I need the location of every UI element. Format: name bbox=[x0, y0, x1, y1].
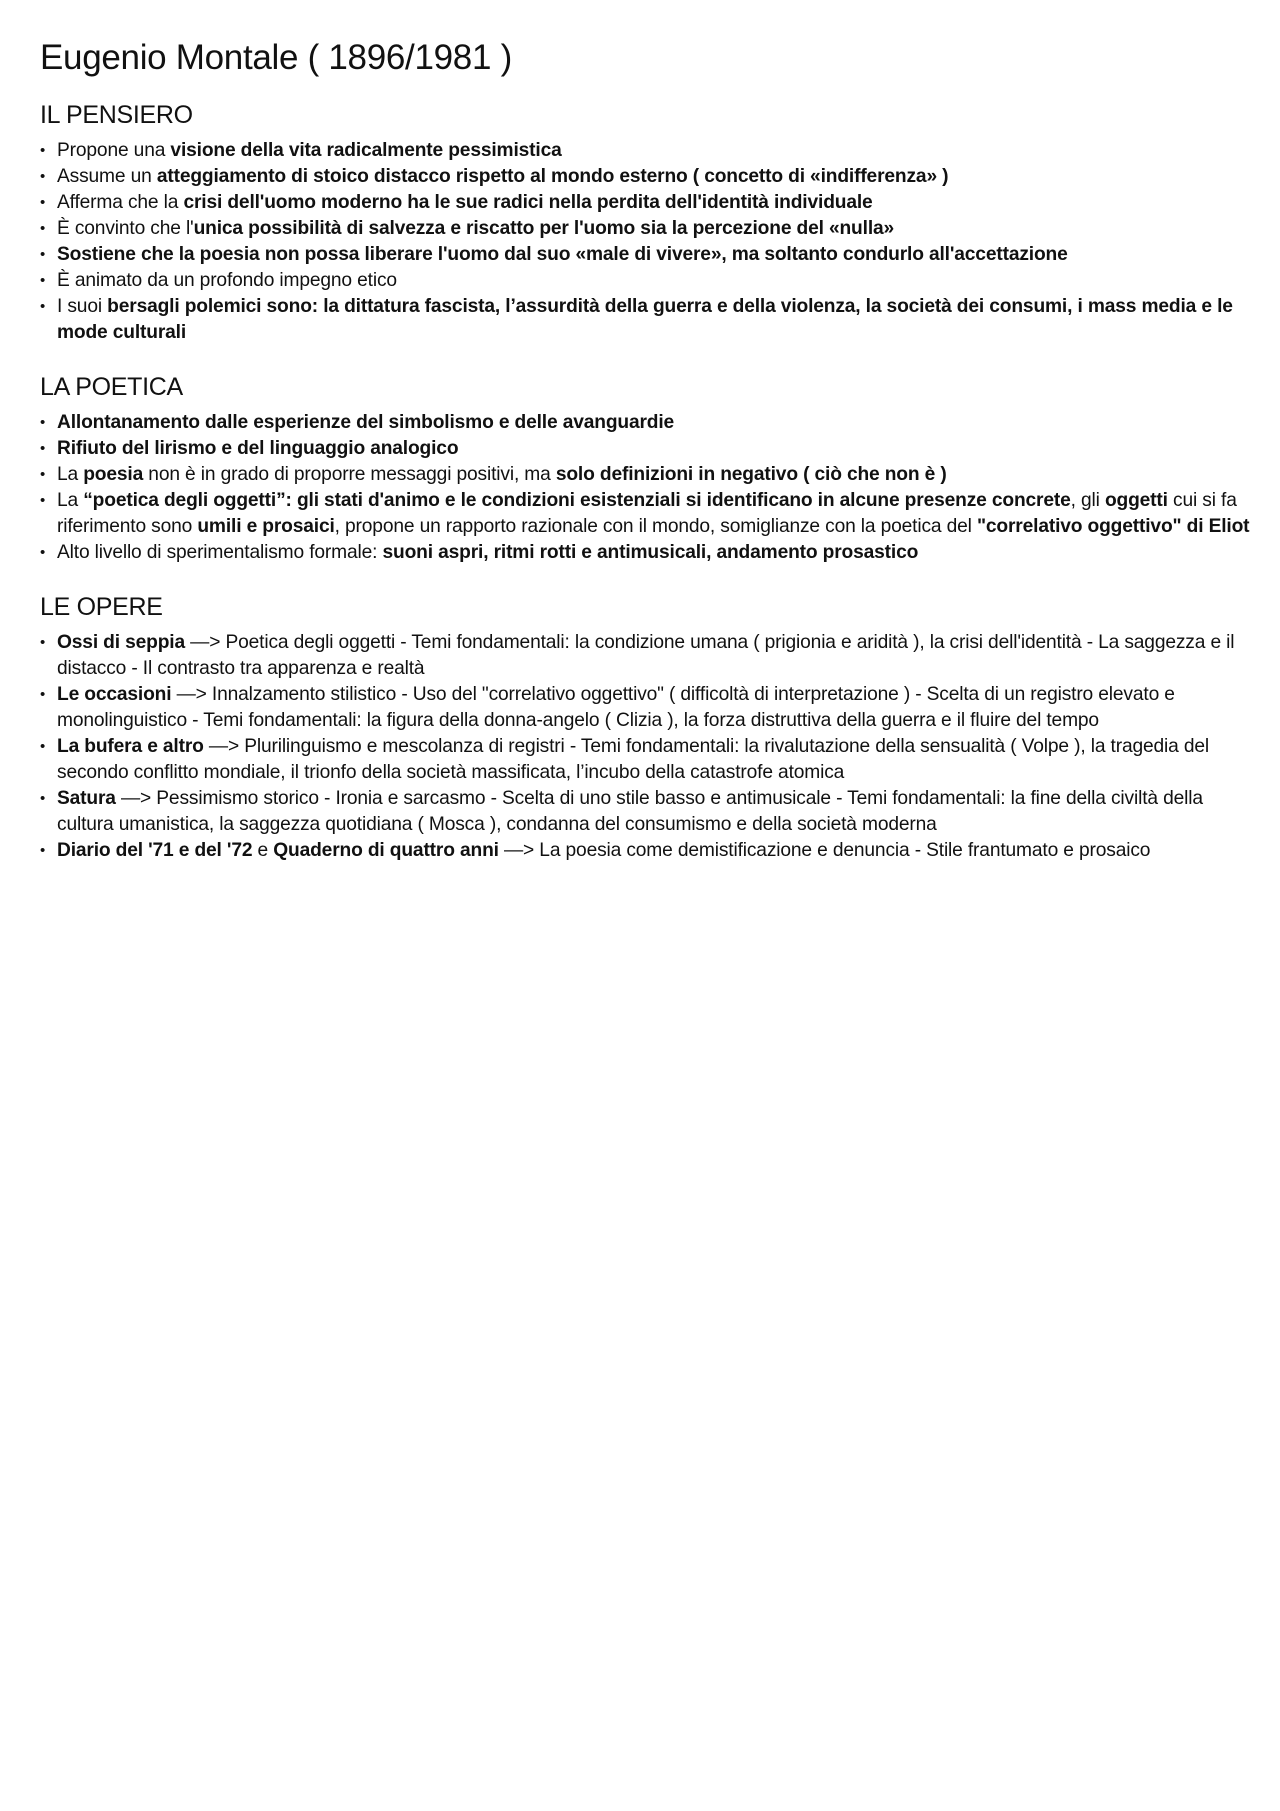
bold-text: Diario del '71 e del '72 bbox=[57, 840, 253, 862]
section-la-poetica bbox=[40, 372, 1250, 566]
bold-text: “poetica degli oggetti”: gli stati d'animo e le condizioni esistenziali si identificano in alcune presenze concrete bbox=[83, 490, 1071, 512]
bullet-icon: • bbox=[40, 790, 46, 808]
bullet-icon: • bbox=[40, 220, 46, 238]
bullet-icon: • bbox=[40, 246, 46, 264]
bold-text: Rifiuto del lirismo e del linguaggio analogico bbox=[57, 438, 459, 460]
bullet-icon: • bbox=[40, 142, 46, 160]
text: e bbox=[252, 840, 274, 862]
list-item bbox=[40, 410, 1250, 436]
bold-text: visione della vita radicalmente pessimistica bbox=[170, 140, 562, 162]
text: cui si fa riferimento sono bbox=[57, 490, 1237, 538]
bullet-icon: • bbox=[40, 492, 46, 510]
list-item bbox=[40, 138, 1250, 164]
bullet-icon: • bbox=[40, 686, 46, 704]
bold-text: umili e prosaici bbox=[197, 516, 335, 538]
list-item bbox=[40, 630, 1250, 682]
bold-text: poesia bbox=[83, 464, 144, 486]
bold-text: Le occasioni bbox=[57, 684, 172, 706]
list-item bbox=[40, 734, 1250, 786]
bold-text: suoni aspri, ritmi rotti e antimusicali, andamento prosastico bbox=[382, 542, 919, 564]
bold-text: Satura bbox=[57, 788, 116, 810]
text: La bbox=[57, 464, 84, 486]
bullet-icon: • bbox=[40, 466, 46, 484]
text: Propone una bbox=[57, 140, 171, 162]
text: —> Poetica degli oggetti - Temi fondamentali: la condizione umana ( prigionia e aridità ), la crisi dell'identità - La saggezza e il distacco - Il contrasto tra apparenza e realtà bbox=[57, 632, 1235, 680]
bold-text: "correlativo oggettivo" di Eliot bbox=[976, 516, 1250, 538]
list-item bbox=[40, 164, 1250, 190]
section-heading: LA POETICA bbox=[40, 373, 183, 402]
sections-container bbox=[40, 100, 1250, 864]
text: La bbox=[57, 490, 84, 512]
section-heading: IL PENSIERO bbox=[40, 101, 193, 130]
section-il-pensiero bbox=[40, 100, 1250, 346]
text: Afferma che la bbox=[57, 192, 184, 214]
text: —> La poesia come demistificazione e denuncia - Stile frantumato e prosaico bbox=[498, 840, 1151, 862]
bullet-icon: • bbox=[40, 414, 46, 432]
text: non è in grado di proporre messaggi positivi, ma bbox=[143, 464, 556, 486]
bold-text: unica possibilità di salvezza e riscatto per l'uomo sia la percezione del «nulla» bbox=[193, 218, 895, 240]
text: È animato da un profondo impegno etico bbox=[57, 270, 397, 292]
text: —> Pessimismo storico - Ironia e sarcasmo - Scelta di uno stile basso e antimusicale - Temi fondamentali: la fine della civiltà della cultura umanistica, la saggezza quotidiana ( Mosca ), condanna del consumismo e della società moderna bbox=[57, 788, 1203, 836]
bullet-icon: • bbox=[40, 544, 46, 562]
list-item bbox=[40, 436, 1250, 462]
bold-text: Allontanamento dalle esperienze del simbolismo e delle avanguardie bbox=[57, 412, 675, 434]
text: Alto livello di sperimentalismo formale: bbox=[57, 542, 383, 564]
bold-text: Sostiene che la poesia non possa liberare l'uomo dal suo «male di vivere», ma soltanto condurlo all'accettazione bbox=[57, 244, 1068, 266]
bold-text: crisi dell'uomo moderno ha le sue radici nella perdita dell'identità individuale bbox=[183, 192, 873, 214]
bold-text: oggetti bbox=[1104, 490, 1168, 512]
text: —> Plurilinguismo e mescolanza di registri - Temi fondamentali: la rivalutazione della sensualità ( Volpe ), la tragedia del secondo conflitto mondiale, il trionfo della società massificata, l’incubo della catastrofe atomica bbox=[57, 736, 1210, 784]
text: I suoi bbox=[57, 296, 108, 318]
bullet-icon: • bbox=[40, 194, 46, 212]
bullet-list bbox=[40, 410, 1250, 566]
list-item bbox=[40, 786, 1250, 838]
text: , gli bbox=[1070, 490, 1105, 512]
list-item bbox=[40, 242, 1250, 268]
list-item bbox=[40, 540, 1250, 566]
text: È convinto che l' bbox=[57, 218, 194, 240]
document-title: Eugenio Montale ( 1896/1981 ) bbox=[40, 38, 512, 77]
bullet-list bbox=[40, 138, 1250, 346]
bullet-icon: • bbox=[40, 634, 46, 652]
bullet-icon: • bbox=[40, 168, 46, 186]
bullet-icon: • bbox=[40, 298, 46, 316]
bold-text: Ossi di seppia bbox=[57, 632, 185, 654]
bold-text: atteggiamento di stoico distacco rispetto al mondo esterno ( concetto di «indifferenza» ) bbox=[156, 166, 949, 188]
list-item bbox=[40, 838, 1250, 864]
list-item bbox=[40, 190, 1250, 216]
bullet-icon: • bbox=[40, 842, 46, 860]
text: , propone un rapporto razionale con il mondo, somiglianze con la poetica del bbox=[334, 516, 977, 538]
list-item bbox=[40, 462, 1250, 488]
bold-text: solo definizioni in negativo ( ciò che non è ) bbox=[555, 464, 947, 486]
list-item bbox=[40, 216, 1250, 242]
text: Assume un bbox=[57, 166, 157, 188]
bullet-icon: • bbox=[40, 272, 46, 290]
section-le-opere bbox=[40, 592, 1250, 864]
text: —> Innalzamento stilistico - Uso del "correlativo oggettivo" ( difficoltà di interpretazione ) - Scelta di un registro elevato e monolinguistico - Temi fondamentali: la figura della donna-angelo ( Clizia ), la forza distruttiva della guerra e il fluire del tempo bbox=[57, 684, 1175, 732]
list-item bbox=[40, 682, 1250, 734]
list-item bbox=[40, 294, 1250, 346]
list-item bbox=[40, 488, 1250, 540]
bold-text: Quaderno di quattro anni bbox=[273, 840, 499, 862]
bold-text: bersagli polemici sono: la dittatura fascista, l’assurdità della guerra e della violenza, la società dei consumi, i mass media e le mode culturali bbox=[57, 296, 1233, 344]
document-page bbox=[40, 38, 1250, 890]
section-heading: LE OPERE bbox=[40, 593, 163, 622]
bullet-icon: • bbox=[40, 440, 46, 458]
bold-text: La bufera e altro bbox=[57, 736, 204, 758]
list-item bbox=[40, 268, 1250, 294]
bullet-list bbox=[40, 630, 1250, 864]
bullet-icon: • bbox=[40, 738, 46, 756]
